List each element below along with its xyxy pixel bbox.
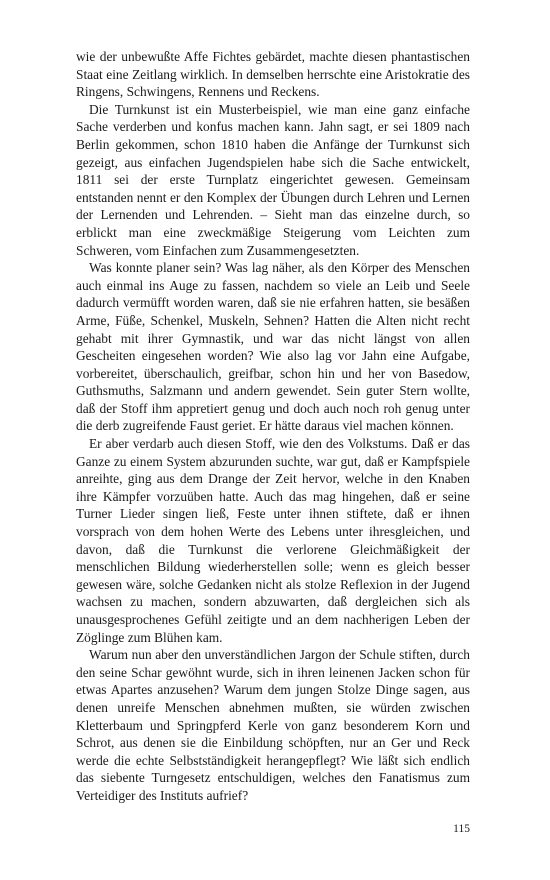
page-number: 115: [453, 823, 470, 835]
paragraph-2: Die Turnkunst ist ein Musterbeispiel, wie man eine ganz einfache Sache verderben und konfus machen kann. Jahn sagt, er sei 1809 nach Berlin gekommen, schon 1810 haben die Anfänge der Turnkunst sich gezeigt, aus einfachen Jugendspielen habe sich die Sache entwickelt, 1811 sei der erste Turnplatz eingerichtet gewesen. Gemeinsam entstanden nennt er den Komplex der Übungen durch Lehren und Lernen der Lernenden und Lehrenden. – Sieht man das einzelne durch, so erblickt man eine zweckmäßige Steigerung vom Leichten zum Schweren, vom Einfachen zum Zusammengesetzten.: [76, 101, 470, 258]
paragraph-1: wie der unbewußte Affe Fichtes gebärdet, machte diesen phantastischen Staat eine Zeitlang wirklich. In demselben herrschte eine Aristokratie des Ringens, Schwingens, Rennens und Reckens.: [76, 49, 470, 100]
paragraph-5: Warum nun aber den unverständlichen Jargon der Schule stiften, durch den seine Schar gewöhnt wurde, sich in ihren leinenen Jacken schon für etwas Apartes anzusehen? Warum dem jungen Stolze Dinge sagen, aus denen unreife Menschen abnehmen mußten, sie würden zwischen Kletterbaum und Springpferd Kerle von ganz besonderem Korn und Schrot, aus denen sie die Einbildung schöpften, nur an Ger und Reck werde die echte Selbstständigkeit herangepflegt? Wie läßt sich endlich das siebente Turngesetz entschuldigen, welches den Fanatismus zum Verteidiger des Instituts aufrief?: [76, 647, 470, 803]
paragraph-4: Er aber verdarb auch diesen Stoff, wie den des Volkstums. Daß er das Ganze zu einem System abzurunden suchte, war gut, daß er Kampfspiele anreihte, ging aus dem Drange der Zeit hervor, welche in den Knaben ihre Kämpfer vorzuüben hatte. Auch das mag hingehen, daß er seine Turner Lieder singen ließ, Feste unter ihnen stiftete, daß er ihnen vorsprach von dem hohen Werte des Lebens unter ihresgleichen, und davon, daß die Turnkunst die verlorene Gleichmäßigkeit der menschlichen Bildung wiederherstellen solle; wenn es gleich besser gewesen wäre, solche Gedanken nicht als stolze Reflexion in der Jugend wachsen zu machen, sondern abzuwarten, daß dergleichen sich als unausgesprochenes Gefühl zeitigte und an dem nachherigen Leben der Zöglinge zum Blühen kam.: [76, 436, 470, 645]
body-text: [76, 48, 470, 805]
paragraph-3: Was konnte planer sein? Was lag näher, als den Körper des Menschen auch einmal ins Auge zu fassen, nachdem so viele an Leib und Seele dadurch vermüfft worden waren, daß sie nie erfahren hatten, sie besäßen Arme, Füße, Schenkel, Muskeln, Sehnen? Hatten die Alten nicht recht gehabt mit ihrer Gymnastik, und war das nicht längst von allen Gescheiten eingesehen worden? Wie also lag vor Jahn eine Aufgabe, vorbereitet, überschaulich, greifbar, schon hin und her von Basedow, Guthsmuths, Salzmann und andern gewendet. Sein guter Stern wollte, daß der Stoff ihm appretiert genug und doch auch noch roh genug unter die derb zugreifende Faust geriet. Er hätte daraus viel machen können.: [76, 260, 470, 434]
